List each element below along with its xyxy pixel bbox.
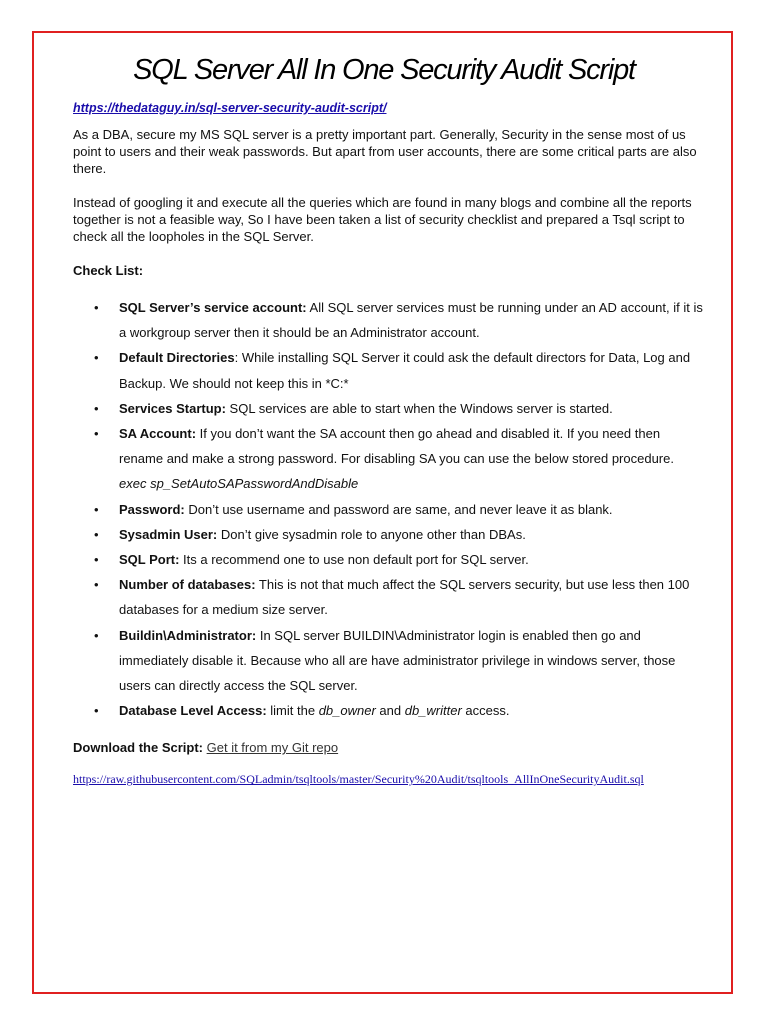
list-item <box>73 522 703 547</box>
list-item-term: Default Directories <box>119 350 235 366</box>
intro-paragraph-2: Instead of googling it and execute all the queries which are found in many blogs and combine all the reports together is not a feasible way, So I have been taken a list of security checklist and prepared a Tsql script to check all the loopholes in the SQL Server. <box>73 195 692 244</box>
list-item-text: Its a recommend one to use non default port for SQL server. <box>179 552 529 568</box>
list-item-term: SQL Port: <box>119 552 180 568</box>
list-item-term: Database Level Access: <box>119 703 267 719</box>
list-item-term: Sysadmin User: <box>119 526 218 542</box>
list-item-term: SA Account: <box>119 426 197 442</box>
list-item-text: access. <box>461 703 510 719</box>
list-item-term: Password: <box>119 501 185 517</box>
list-item-text: SQL services are able to start when the Windows server is started. <box>225 400 613 416</box>
list-item-text: Don’t use username and password are same, and never leave it as blank. <box>184 501 613 517</box>
list-item <box>73 547 703 572</box>
list-item <box>73 345 703 395</box>
stored-procedure-name: exec sp_SetAutoSAPasswordAndDisable <box>119 476 359 492</box>
bullet-icon: • <box>94 577 99 593</box>
list-item-text: In SQL server BUILDIN\Administrator login is enabled then go and immediately disable it. Because who all are have administrator privilege in windows server, those users can directly access the SQL server. <box>119 627 676 694</box>
download-section <box>73 739 703 756</box>
document-body <box>73 100 703 788</box>
list-item-text: If you don’t want the SA account then go ahead and disabled it. If you need then rename and make a strong password. For disabling SA you can use the below stored procedure. <box>119 426 674 467</box>
bullet-icon: • <box>94 350 99 366</box>
list-item-text: limit the <box>266 703 319 719</box>
list-item <box>73 497 703 522</box>
page-title: SQL Server All In One Security Audit Script <box>133 54 635 86</box>
list-item <box>73 421 703 497</box>
git-repo-link[interactable]: Get it from my Git repo <box>206 740 339 756</box>
db-writter-role: db_writter <box>404 703 462 719</box>
list-item-text: Don’t give sysadmin role to anyone other than DBAs. <box>217 526 526 542</box>
raw-script-link[interactable]: https://raw.githubusercontent.com/SQLadmin/tsqltools/master/Security%20Audit/tsqltools_AllInOneSecurityAudit.sql <box>73 772 644 787</box>
list-item <box>73 698 703 723</box>
intro-paragraph-1: As a DBA, secure my MS SQL server is a pretty important part. Generally, Security in the sense most of us point to users and their weak passwords. But apart from user accounts, there are some critical parts are also there. <box>73 127 697 176</box>
list-item <box>73 572 703 622</box>
bullet-icon: • <box>94 400 99 416</box>
download-label: Download the Script: <box>73 740 203 756</box>
list-item-term: Services Startup: <box>119 400 226 416</box>
list-item <box>73 396 703 421</box>
checklist <box>73 295 703 723</box>
bullet-icon: • <box>94 426 99 442</box>
list-item-text: : While installing SQL Server it could ask the default directors for Data, Log and Backup. We should not keep this in *C:* <box>119 350 691 391</box>
list-item-text: All SQL server services must be running under an AD account, if it is a workgroup server then it should be an Administrator account. <box>119 300 703 341</box>
list-item-term: SQL Server’s service account: <box>119 300 307 315</box>
bullet-icon: • <box>94 703 99 719</box>
list-item-text: and <box>375 703 405 719</box>
bullet-icon: • <box>94 552 99 568</box>
bullet-icon: • <box>94 300 99 315</box>
bullet-icon: • <box>94 526 99 542</box>
list-item <box>73 623 703 699</box>
bullet-icon: • <box>94 501 99 517</box>
list-item-text: This is not that much affect the SQL servers security, but use less then 100 databases for a medium size server. <box>119 577 690 618</box>
list-item-term: Buildin\Administrator: <box>119 627 257 643</box>
list-item <box>73 295 703 345</box>
list-item-term: Number of databases: <box>119 577 256 593</box>
source-link[interactable]: https://thedataguy.in/sql-server-security-audit-script/ <box>73 101 387 115</box>
checklist-heading: Check List: <box>73 263 144 278</box>
db-owner-role: db_owner <box>318 703 376 719</box>
bullet-icon: • <box>94 627 99 643</box>
